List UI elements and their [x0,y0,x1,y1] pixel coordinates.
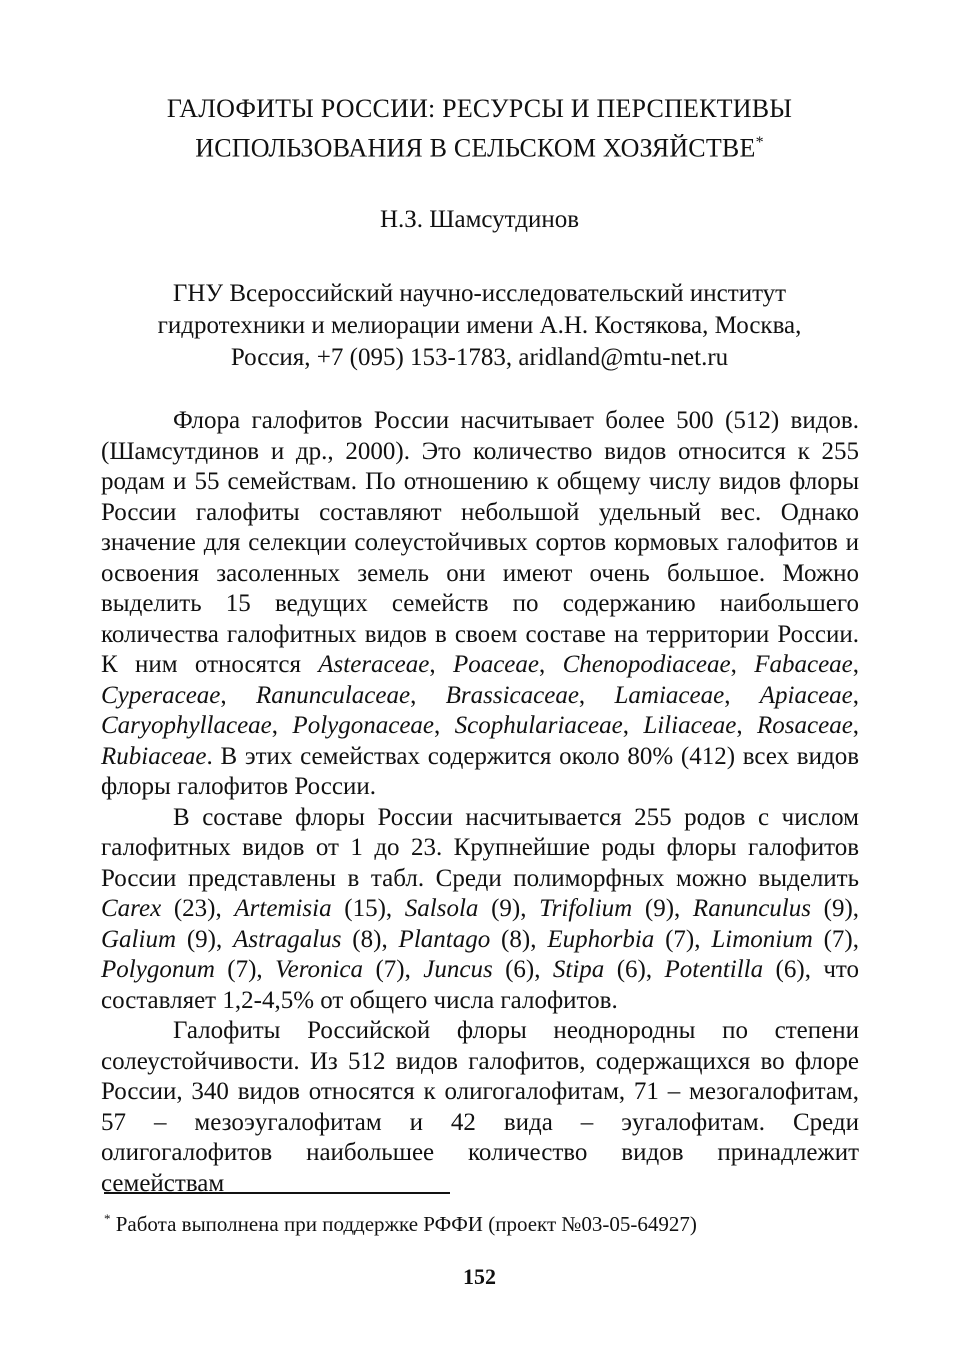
genus-count: (7), [363,956,424,983]
family-name: Polygonaceae [292,712,435,739]
family-name: Scophulariaceae [454,712,623,739]
family-separator: , [410,681,446,709]
genus-name: Astragalus [233,925,342,953]
family-separator: , [578,681,615,709]
family-name: Apiaceae [759,681,853,709]
family-name: Brassicaceae [445,681,579,709]
footnote-text: Работа выполнена при поддержке РФФИ (проект №03-05-64927) [110,1212,697,1236]
paragraph-2-end: что составляет 1,2-4,5% от общего числа галофитов. [101,956,860,1014]
family-separator: , [220,681,256,709]
genus-count: (7), [812,925,860,953]
family-name: Caryophyllaceae [101,712,272,739]
family-name: Poaceae [452,651,539,678]
family-separator: , [736,712,757,739]
body-text [101,406,859,1199]
family-separator: , [622,712,644,739]
affiliation [100,278,859,374]
page-number: 152 [463,1264,496,1289]
genus-name: Trifolium [539,895,633,922]
family-name: Rubiaceae [101,742,207,770]
genus-name: Artemisia [234,895,332,922]
genus-name: Salsola [404,895,479,922]
family-separator: , [724,681,760,709]
genus-count: (8), [341,925,399,953]
genus-count: (9), [478,895,540,922]
genus-count: (9), [632,895,693,922]
family-separator: , [434,712,455,739]
affiliation-line-2: гидротехники и мелиорации имени А.Н. Костякова, Москва, [157,312,802,339]
genus-name: Ranunculus [692,895,811,922]
author-name: Н.З. Шамсутдинов [379,206,580,233]
genus-name: Limonium [711,925,813,953]
family-separator: , [852,651,860,678]
title-line-2 [100,126,859,166]
genus-count: (9), [176,925,234,953]
family-separator: , [852,681,860,709]
genus-count: (9), [810,895,860,922]
footnote [104,1205,859,1238]
paragraph-3: Галофиты Российской флоры неоднородны по степени солеустойчивости. Из 512 видов галофитов, содержащихся во флоре России, 340 видов относятся к олигогалофитам, 71 – мезогалофитам, 57 – мезоэугалофитам и 42 вида – эугалофитам. Среди олигогалофитов наибольшее количество видов принадлежит семействам [101,1017,859,1197]
paragraph-1 [101,406,859,803]
family-separator: , [539,651,563,678]
genus-name: Juncus [423,956,493,983]
genus-name: Stipa [552,956,605,983]
genus-name: Plantago [398,925,491,953]
footnote-divider [104,1192,450,1194]
genus-name: Euphorbia [547,925,655,953]
family-name: Lamiaceae [614,681,725,709]
paragraph-1-end: . В этих семействах содержится около 80% (412) всех видов флоры галофитов России. [101,742,859,800]
genus-name: Veronica [275,956,364,983]
family-name: Chenopodiaceae [562,651,731,678]
genus-count: (6), [763,956,824,983]
genus-count: (23), [161,895,235,922]
family-separator: , [271,712,293,739]
genus-list [101,895,859,983]
affiliation-line-1: ГНУ Всероссийский научно-исследовательский институт [172,280,787,307]
affiliation-line-3: Россия, +7 (095) 153-1783, aridland@mtu-net.ru [230,344,729,371]
title-footnote-mark: * [755,134,764,151]
genus-count: (8), [490,925,548,953]
title-line-2-text: ИСПОЛЬЗОВАНИЯ В СЕЛЬСКОМ ХОЗЯЙСТВЕ [195,133,756,163]
genus-count: (7), [214,956,276,983]
article-title [100,92,859,166]
title-line-1: ГАЛОФИТЫ РОССИИ: РЕСУРСЫ И ПЕРСПЕКТИВЫ [166,94,793,123]
genus-count: (15), [331,895,405,922]
paragraph-2-intro: В составе флоры России насчитывается 255 родов с числом галофитных видов от 1 до 23. Крупнейшие роды флоры галофитов России представлены в табл. Среди полиморфных можно выделить [101,803,859,892]
family-separator: , [429,651,453,678]
family-separator: , [852,712,860,739]
footnote-mark: * [104,1211,111,1226]
family-name: Asteraceae [318,651,430,678]
family-name: Rosaceae [757,712,853,739]
genus-count: (6), [492,956,553,983]
family-name: Ranunculaceae [255,681,411,709]
genus-count: (6), [604,956,665,983]
genus-count: (7), [654,925,712,953]
family-separator: , [730,651,755,678]
genus-name: Carex [101,895,162,922]
genus-name: Polygonum [101,956,215,983]
paragraph-1-intro: Флора галофитов России насчитывает более 500 (512) видов. (Шамсутдинов и др., 2000). Это количество видов относится к 255 родам и 55 семействам. По отношению к общему числу видов флоры России галофиты составляют небольшой удельный вес. Однако значение для селекции солеустойчивых сортов кормовых галофитов и освоения засоленных земель они имеют очень большое. Можно выделить 15 ведущих семейств по содержанию наибольшего количества галофитных видов в своем составе на территории России. К ним относятся [101,407,859,678]
family-name: Fabaceae [754,651,853,678]
paragraph-2 [101,803,859,1017]
genus-name: Potentilla [664,956,764,983]
family-name: Cyperaceae [101,681,221,709]
genus-name: Galium [101,925,176,953]
family-name: Liliaceae [643,712,737,739]
